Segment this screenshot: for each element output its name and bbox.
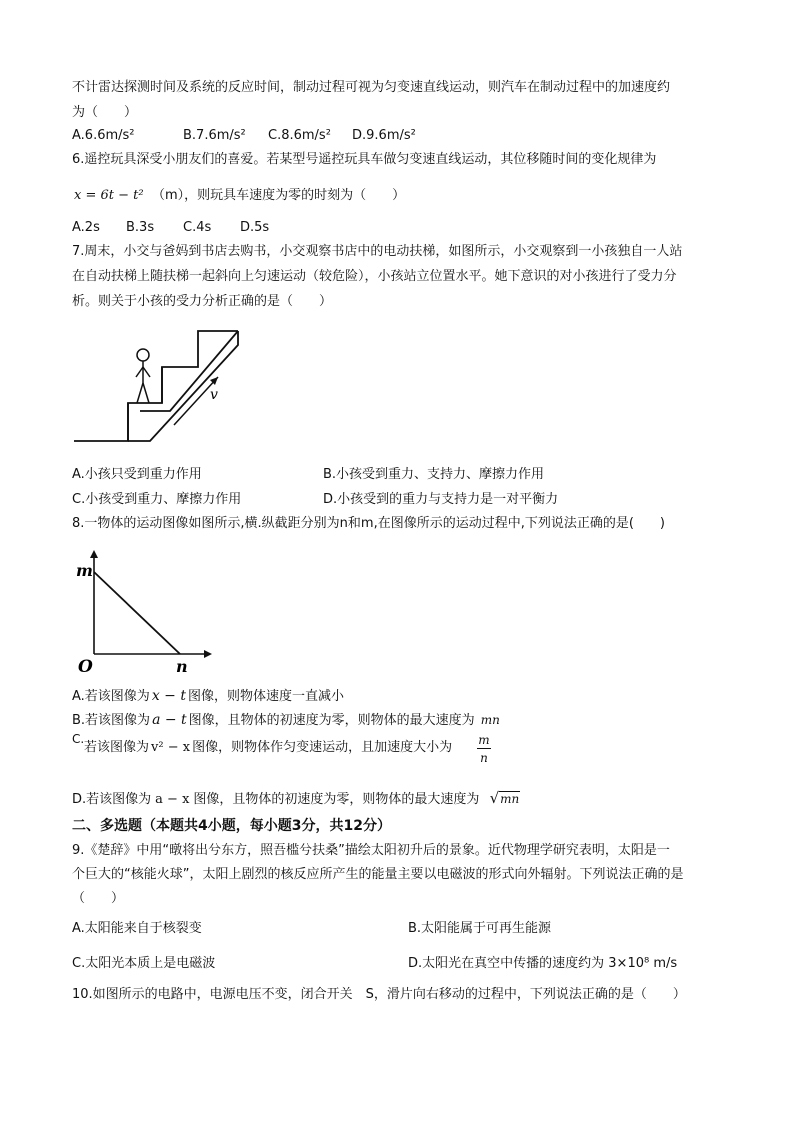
q5-option-c: C.8.6m/s² <box>268 128 331 143</box>
q8-option-d: D.若该图像为 a − x 图像，且物体的初速度为零，则物体的最大速度为 √mn <box>72 789 520 807</box>
q8-graph <box>70 548 220 678</box>
q5-option-d: D.9.6m/s² <box>352 128 416 143</box>
q7-option-d: D.小孩受到的重力与支持力是一对平衡力 <box>323 492 559 507</box>
q7-line2: 在自动扶梯上随扶梯一起斜向上匀速运动（较危险），小孩站立位置水平。她下意识的对小孩进行了受力分 <box>72 269 677 284</box>
child-figure <box>136 349 150 403</box>
q8-option-a: A.若该图像为 x − t 图像，则物体速度一直减小 <box>72 688 344 704</box>
q9-option-a: A.太阳能来自于核裂变 <box>72 921 202 936</box>
q6-option-c: C.4s <box>183 220 212 235</box>
q5-line1: 不计雷达探测时间及系统的反应时间，制动过程可视为匀变速直线运动，则汽车在制动过程中的加速度约 <box>72 80 671 95</box>
q5-line2: 为（ ） <box>72 105 138 120</box>
velocity-label: v <box>210 387 218 403</box>
q6-option-d: D.5s <box>240 220 270 235</box>
q8-line1: 8.一物体的运动图像如图所示,横.纵截距分别为n和m,在图像所示的运动过程中,下列说法正确的是( ) <box>72 516 665 531</box>
x-intercept-label: n <box>176 657 188 676</box>
graph-line <box>94 572 180 654</box>
q7-line3: 析。则关于小孩的受力分析正确的是（ ） <box>72 294 333 309</box>
q7-option-a: A.小孩只受到重力作用 <box>72 467 202 482</box>
q7-option-c: C.小孩受到重力、摩擦力作用 <box>72 492 242 507</box>
q9-line3: （ ） <box>72 891 125 906</box>
q6-line2: （m），则玩具车速度为零的时刻为（ ） <box>152 188 406 203</box>
q6-formula: x = 6t − t² <box>74 188 144 203</box>
q9-line2: 个巨大的“核能火球”，太阳上剧烈的核反应所产生的能量主要以电磁波的形式向外辐射。下列说法正确的是 <box>72 867 684 882</box>
y-intercept-label: m <box>76 561 93 580</box>
q5-option-b: B.7.6m/s² <box>183 128 246 143</box>
escalator-figure <box>70 325 250 445</box>
origin-label: O <box>78 657 93 677</box>
q7-line1: 7.周末，小交与爸妈到书店去购书，小交观察书店中的电动扶梯，如图所示，小交观察到一小孩独自一人站 <box>72 244 683 259</box>
q7-option-b: B.小孩受到重力、支持力、摩擦力作用 <box>323 467 545 482</box>
q10-line1: 10.如图所示的电路中，电源电压不变，闭合开关 S，滑片向右移动的过程中，下列说法正确的是（ ） <box>72 987 686 1002</box>
q6-option-a: A.2s <box>72 220 100 235</box>
q8-option-c-label: C. <box>72 732 85 746</box>
q9-line1: 9.《楚辞》中用“暾将出兮东方，照吾槛兮扶桑”描绘太阳初升后的景象。近代物理学研究表明，太阳是一 <box>72 843 670 858</box>
q9-option-b: B.太阳能属于可再生能源 <box>408 921 552 936</box>
section-2-heading: 二、多选题（本题共4小题，每小题3分，共12分） <box>72 818 391 834</box>
q5-option-a: A.6.6m/s² <box>72 128 135 143</box>
q8-option-c: 若该图像为 v² − x 图像，则物体作匀变速运动，且加速度大小为 <box>84 740 453 755</box>
q8-option-b: B.若该图像为 a − t 图像，且物体的初速度为零，则物体的最大速度为 mn <box>72 712 500 728</box>
sqrt-expression: √mn <box>489 789 520 807</box>
q6-option-b: B.3s <box>126 220 155 235</box>
q9-option-c: C.太阳光本质上是电磁波 <box>72 956 216 971</box>
q8-option-c-fraction: $\frac{m}{n}$ <box>478 733 490 765</box>
q6-line1: 6.遥控玩具深受小朋友们的喜爱。若某型号遥控玩具车做匀变速直线运动，其位移随时间的变化规律为 <box>72 152 657 167</box>
q9-option-d: D.太阳光在真空中传播的速度约为 3×10⁸ m/s <box>408 956 678 971</box>
escalator-step-outline <box>74 331 238 441</box>
